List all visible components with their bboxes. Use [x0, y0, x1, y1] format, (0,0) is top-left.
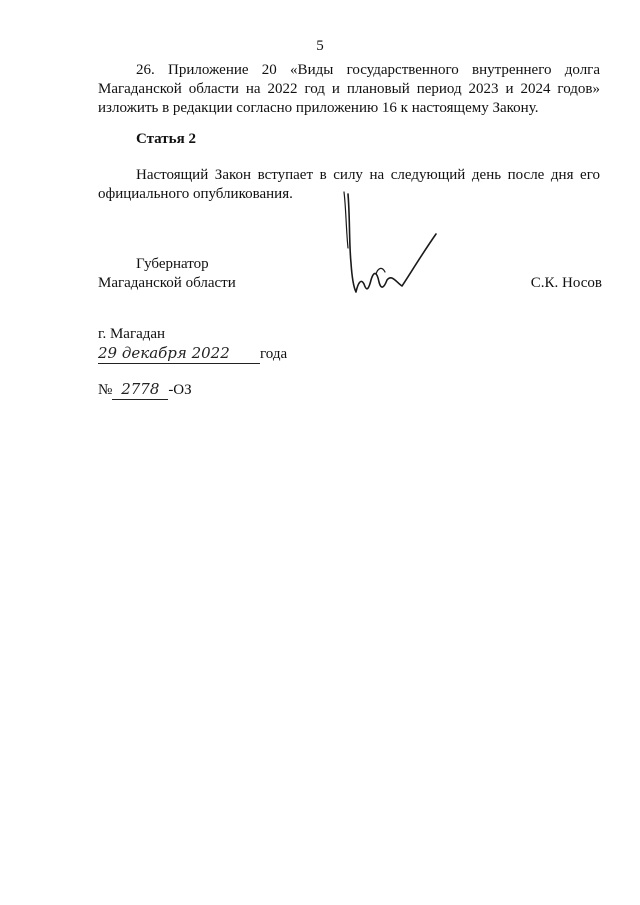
number-sign: № [98, 382, 113, 398]
region-title: Магаданской области [98, 275, 236, 291]
law-number-line [98, 380, 192, 400]
governor-title: Губернатор [136, 256, 209, 272]
handwritten-signature [330, 188, 450, 306]
signer-name: С.К. Носов [530, 275, 602, 291]
date-line [98, 344, 287, 364]
handwritten-date: 29 декабря 2022 [98, 344, 260, 364]
handwritten-law-number: 2778 [112, 380, 168, 400]
date-suffix: года [260, 346, 288, 362]
article-2-line-1: Настоящий Закон вступает в силу на следующий день после дня его [136, 167, 600, 183]
item-26-line-2: Магаданской области на 2022 год и плановый период 2023 и 2024 годов» [98, 81, 600, 97]
item-26-paragraph [98, 61, 600, 118]
law-number-suffix: -ОЗ [168, 382, 192, 398]
article-2-line-2: официального опубликования. [98, 186, 293, 202]
item-26-line-3: изложить в редакции согласно приложению 16 к настоящему Закону. [98, 100, 539, 116]
page-number: 5 [316, 38, 324, 54]
item-26-line-1: 26. Приложение 20 «Виды государственного внутреннего долга [136, 62, 600, 78]
article-2-heading: Статья 2 [136, 131, 196, 147]
city-name: г. Магадан [98, 326, 166, 342]
